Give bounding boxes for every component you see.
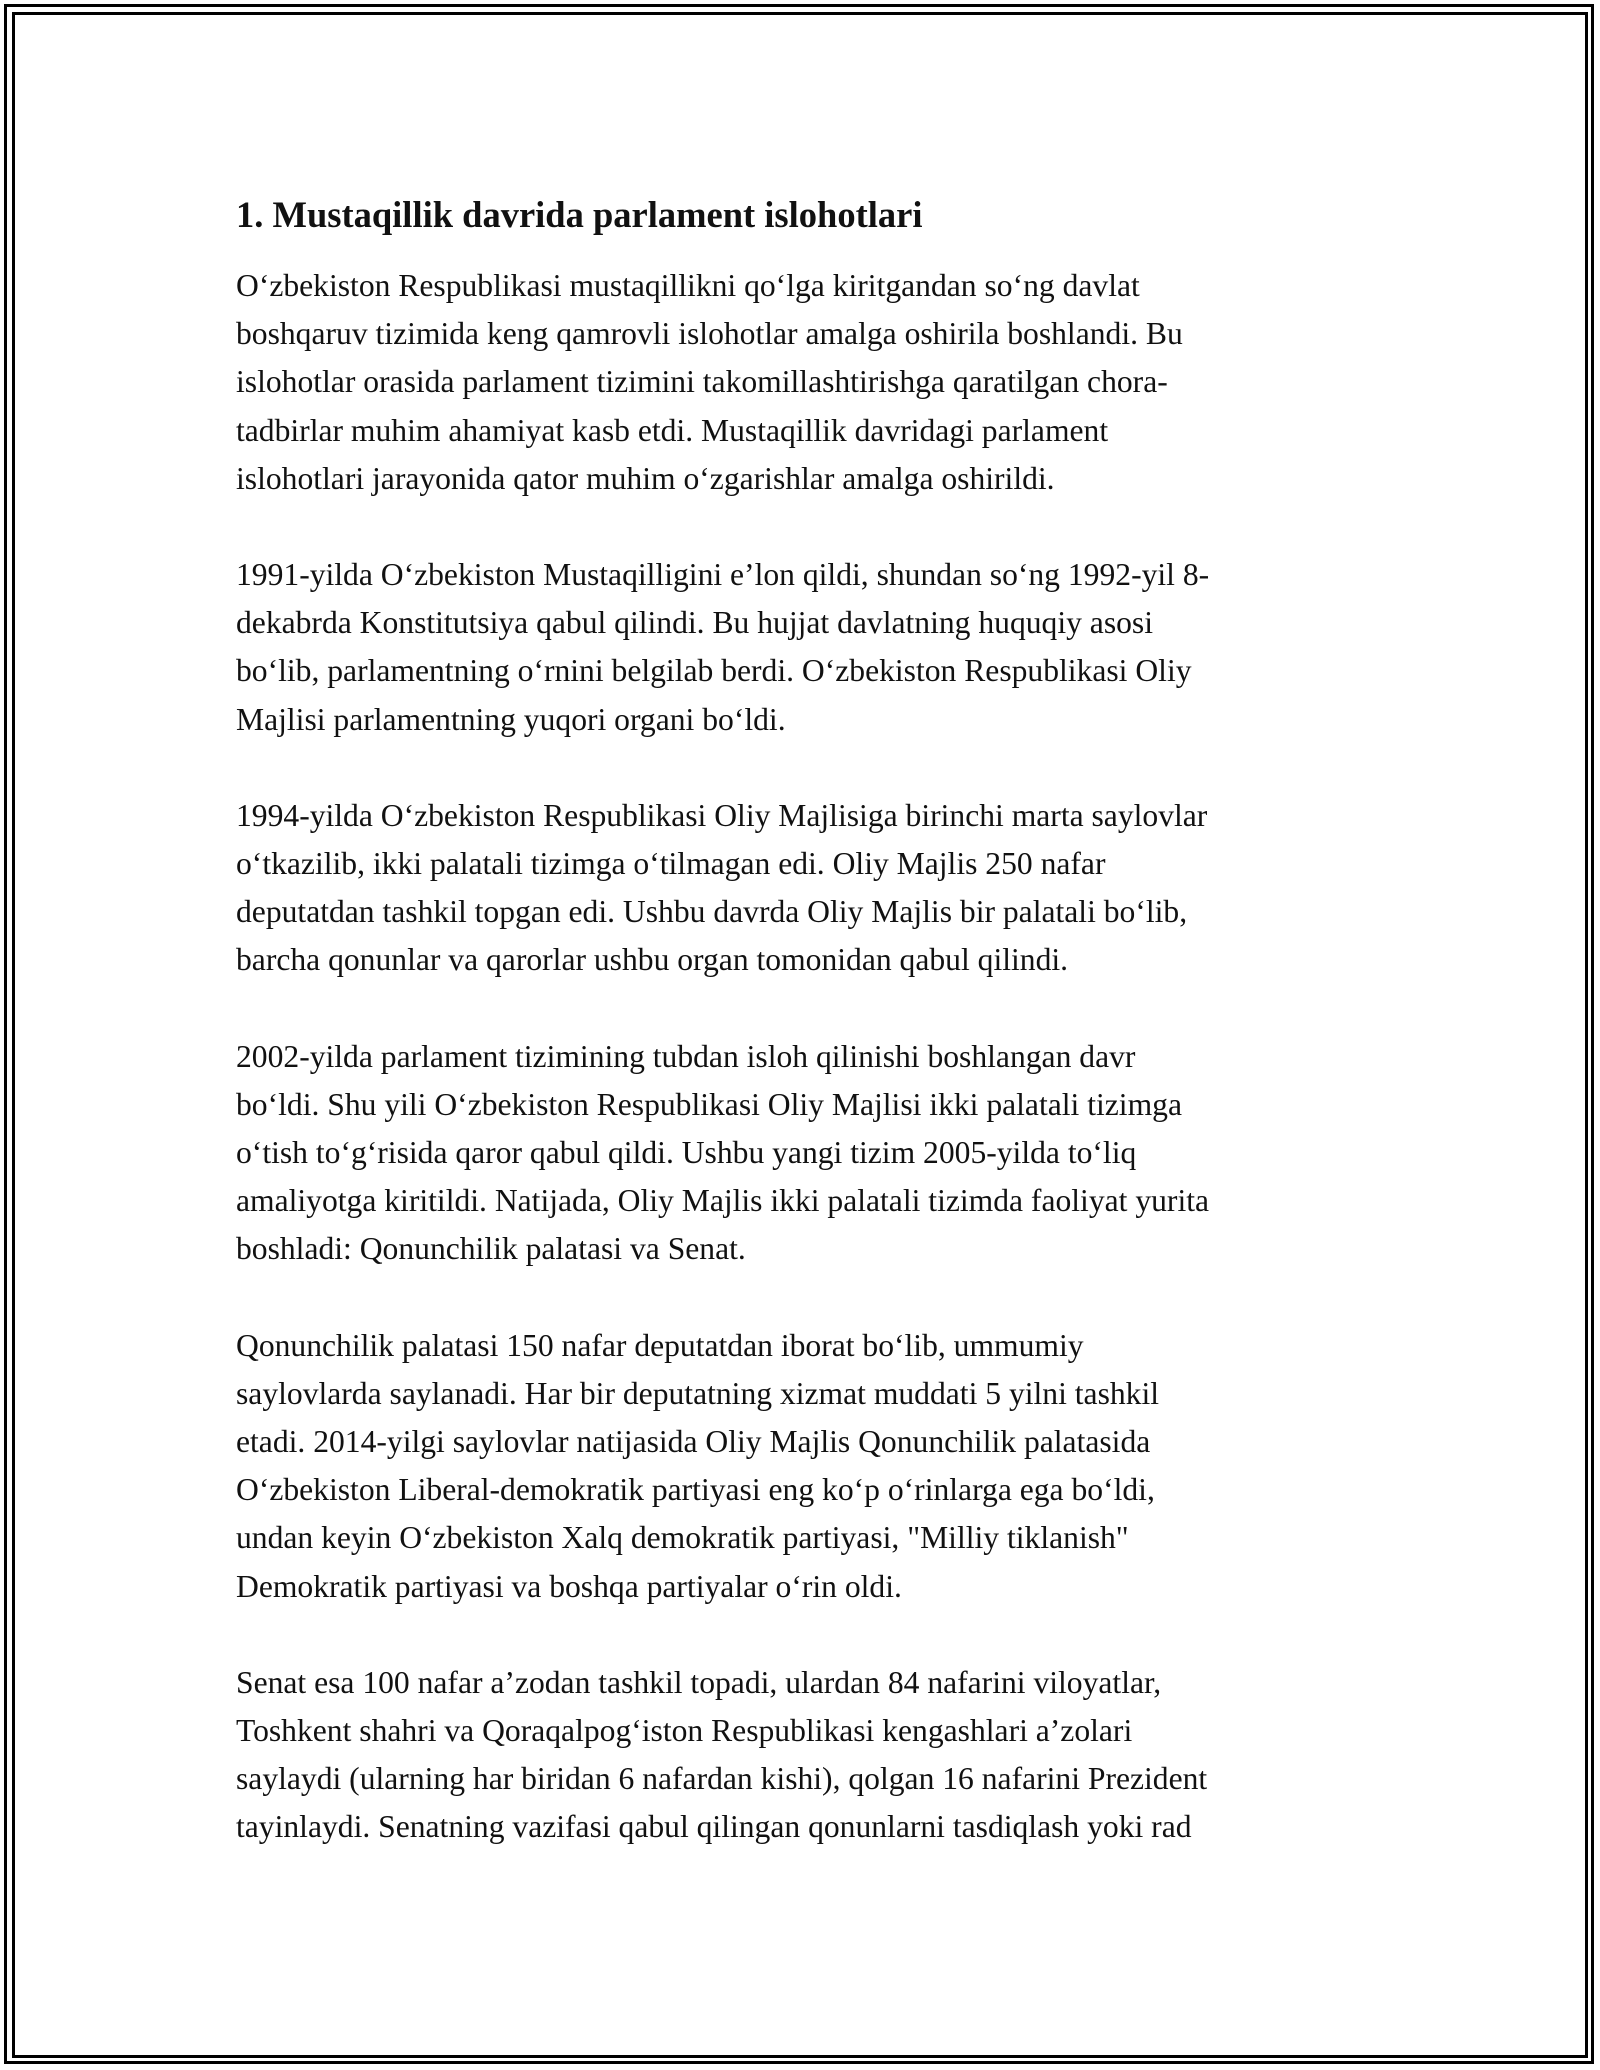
- text-line: bo‘lib, parlamentning o‘rnini belgilab berdi. O‘zbekiston Respublikasi Oliy: [236, 653, 1192, 689]
- text-line: Toshkent shahri va Qoraqalpog‘iston Respublikasi kengashlari a’zolari: [236, 1713, 1133, 1749]
- text-line: amaliyotga kiritildi. Natijada, Oliy Majlis ikki palatali tizimda faoliyat yurita: [236, 1183, 1210, 1219]
- paragraph-3: [236, 792, 1376, 985]
- section-heading: 1. Mustaqillik davrida parlament islohotlari: [236, 194, 923, 235]
- text-line: deputatdan tashkil topgan edi. Ushbu davrda Oliy Majlis bir palatali bo‘lib,: [236, 894, 1188, 930]
- text-line: Qonunchilik palatasi 150 nafar deputatdan iborat bo‘lib, ummumiy: [236, 1327, 1084, 1363]
- text-line: Majlisi parlamentning yuqori organi bo‘ldi.: [236, 701, 786, 737]
- text-line: o‘tkazilib, ikki palatali tizimga o‘tilmagan edi. Oliy Majlis 250 nafar: [236, 846, 1106, 882]
- paragraph-5: [236, 1322, 1376, 1611]
- text-line: tayinlaydi. Senatning vazifasi qabul qilingan qonunlarni tasdiqlash yoki rad: [236, 1809, 1192, 1845]
- paragraph-2: [236, 551, 1376, 744]
- paragraph-1: [236, 262, 1376, 503]
- text-line: O‘zbekiston Respublikasi mustaqillikni qo‘lga kiritgandan so‘ng davlat: [236, 268, 1140, 303]
- text-line: Demokratik partiyasi va boshqa partiyalar o‘rin oldi.: [236, 1568, 902, 1604]
- text-line: saylovlarda saylanadi. Har bir deputatning xizmat muddati 5 yilni tashkil: [236, 1375, 1160, 1411]
- text-line: 1994-yilda O‘zbekiston Respublikasi Oliy Majlisiga birinchi marta saylovlar: [236, 797, 1208, 833]
- text-line: boshladi: Qonunchilik palatasi va Senat.: [236, 1231, 746, 1267]
- paragraph-4: [236, 1033, 1376, 1274]
- text-line: 2002-yilda parlament tizimining tubdan isloh qilinishi boshlangan davr: [236, 1038, 1136, 1074]
- text-line: O‘zbekiston Liberal-demokratik partiyasi eng ko‘p o‘rinlarga ega bo‘ldi,: [236, 1472, 1155, 1508]
- text-line: 1991-yilda O‘zbekiston Mustaqilligini e’lon qildi, shundan so‘ng 1992-yil 8-: [236, 557, 1210, 593]
- paragraph-6: [236, 1659, 1376, 1852]
- text-line: dekabrda Konstitutsiya qabul qilindi. Bu hujjat davlatning huquqiy asosi: [236, 605, 1153, 641]
- text-line: bo‘ldi. Shu yili O‘zbekiston Respublikasi Oliy Majlisi ikki palatali tizimga: [236, 1086, 1182, 1122]
- text-line: saylaydi (ularning har biridan 6 nafardan kishi), qolgan 16 nafarini Prezident: [236, 1761, 1208, 1797]
- text-line: o‘tish to‘g‘risida qaror qabul qildi. Ushbu yangi tizim 2005-yilda to‘liq: [236, 1135, 1137, 1171]
- text-line: etadi. 2014-yilgi saylovlar natijasida Oliy Majlis Qonunchilik palatasida: [236, 1424, 1151, 1460]
- document-body: [236, 186, 1376, 1900]
- text-line: tadbirlar muhim ahamiyat kasb etdi. Mustaqillik davridagi parlament: [236, 412, 1109, 448]
- text-line: islohotlar orasida parlament tizimini takomillashtirishga qaratilgan chora-: [236, 364, 1168, 400]
- text-line: Senat esa 100 nafar a’zodan tashkil topadi, ulardan 84 nafarini viloyatlar,: [236, 1664, 1162, 1700]
- text-line: barcha qonunlar va qarorlar ushbu organ tomonidan qabul qilindi.: [236, 942, 1069, 978]
- text-line: undan keyin O‘zbekiston Xalq demokratik partiyasi, "Milliy tiklanish": [236, 1520, 1129, 1556]
- text-line: boshqaruv tizimida keng qamrovli islohotlar amalga oshirila boshlandi. Bu: [236, 316, 1183, 352]
- text-line: islohotlari jarayonida qator muhim o‘zgarishlar amalga oshirildi.: [236, 460, 1055, 496]
